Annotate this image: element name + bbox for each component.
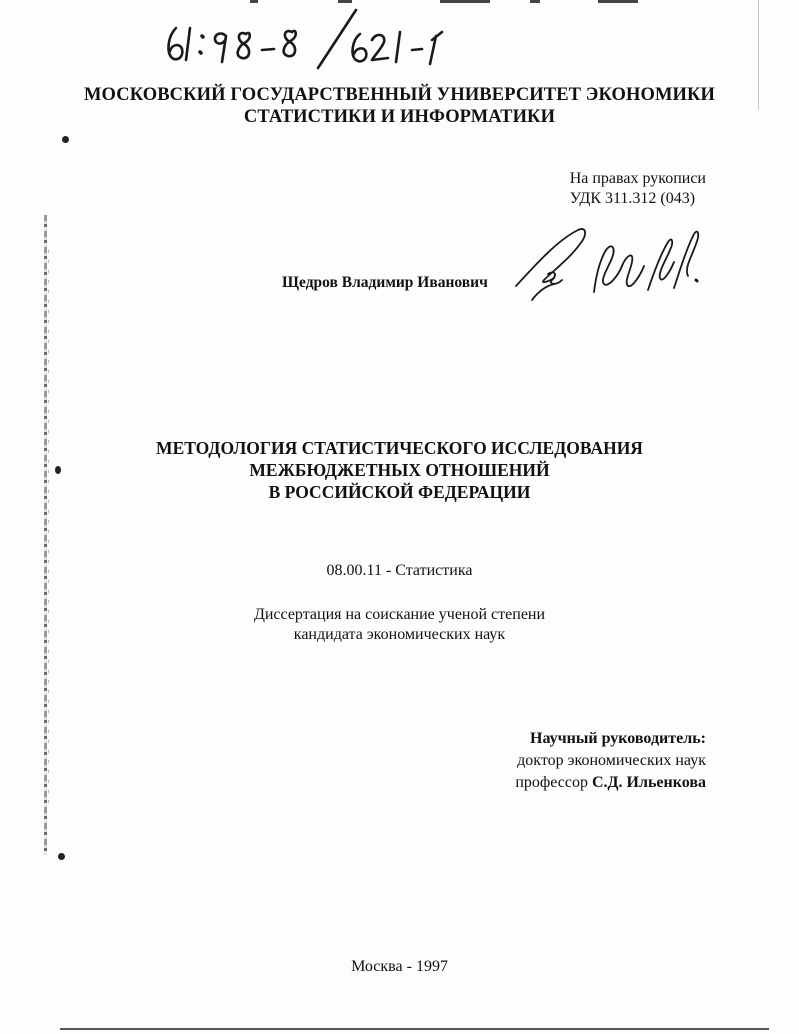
handwritten-archive-number bbox=[160, 6, 460, 86]
title-line-2: МЕЖБЮДЖЕТНЫХ ОТНОШЕНИЙ bbox=[249, 460, 550, 480]
specialty-code: 08.00.11 - Статистика bbox=[326, 562, 473, 579]
manuscript-rights-block bbox=[570, 169, 706, 209]
degree-statement bbox=[0, 605, 799, 645]
university-line-1: МОСКОВСКИЙ ГОСУДАРСТВЕННЫЙ УНИВЕРСИТЕТ ЭКОНОМИКИ bbox=[83, 85, 716, 105]
supervisor-title: доктор экономических наук bbox=[517, 752, 706, 769]
title-line-1: МЕТОДОЛОГИЯ СТАТИСТИЧЕСКОГО ИССЛЕДОВАНИЯ bbox=[156, 438, 643, 458]
scan-top-mark bbox=[440, 0, 490, 3]
scan-top-mark bbox=[598, 0, 638, 3]
scan-top-mark bbox=[338, 0, 352, 3]
dissertation-title bbox=[0, 437, 799, 503]
scan-binding-edge bbox=[44, 215, 47, 855]
scan-top-mark bbox=[250, 0, 258, 3]
supervisor-prefix: профессор bbox=[515, 774, 588, 791]
university-line-2: СТАТИСТИКИ И ИНФОРМАТИКИ bbox=[243, 107, 556, 127]
supervisor-name: С.Д. Ильенкова bbox=[591, 774, 706, 791]
university-name bbox=[0, 84, 799, 128]
manuscript-rights-text: На правах рукописи bbox=[569, 170, 706, 187]
supervisor-heading: Научный руководитель: bbox=[530, 730, 706, 747]
title-line-3: В РОССИЙСКОЙ ФЕДЕРАЦИИ bbox=[268, 482, 531, 502]
supervisor-name-line bbox=[515, 772, 706, 794]
degree-line-1: Диссертация на соискание ученой степени bbox=[253, 606, 546, 623]
scan-punch-dot bbox=[62, 136, 69, 143]
scan-top-mark bbox=[530, 0, 540, 3]
scan-binding-edge-faint bbox=[48, 250, 49, 810]
scan-punch-dot bbox=[58, 853, 65, 860]
author-name: Щедров Владимир Иванович bbox=[282, 274, 488, 291]
degree-line-2: кандидата экономических наук bbox=[293, 626, 506, 643]
scan-bottom-edge bbox=[60, 1028, 769, 1030]
author-signature bbox=[508, 222, 718, 312]
udk-code: УДК 311.312 (043) bbox=[569, 190, 696, 207]
city-year: Москва - 1997 bbox=[351, 958, 448, 975]
supervisor-block bbox=[515, 728, 706, 794]
